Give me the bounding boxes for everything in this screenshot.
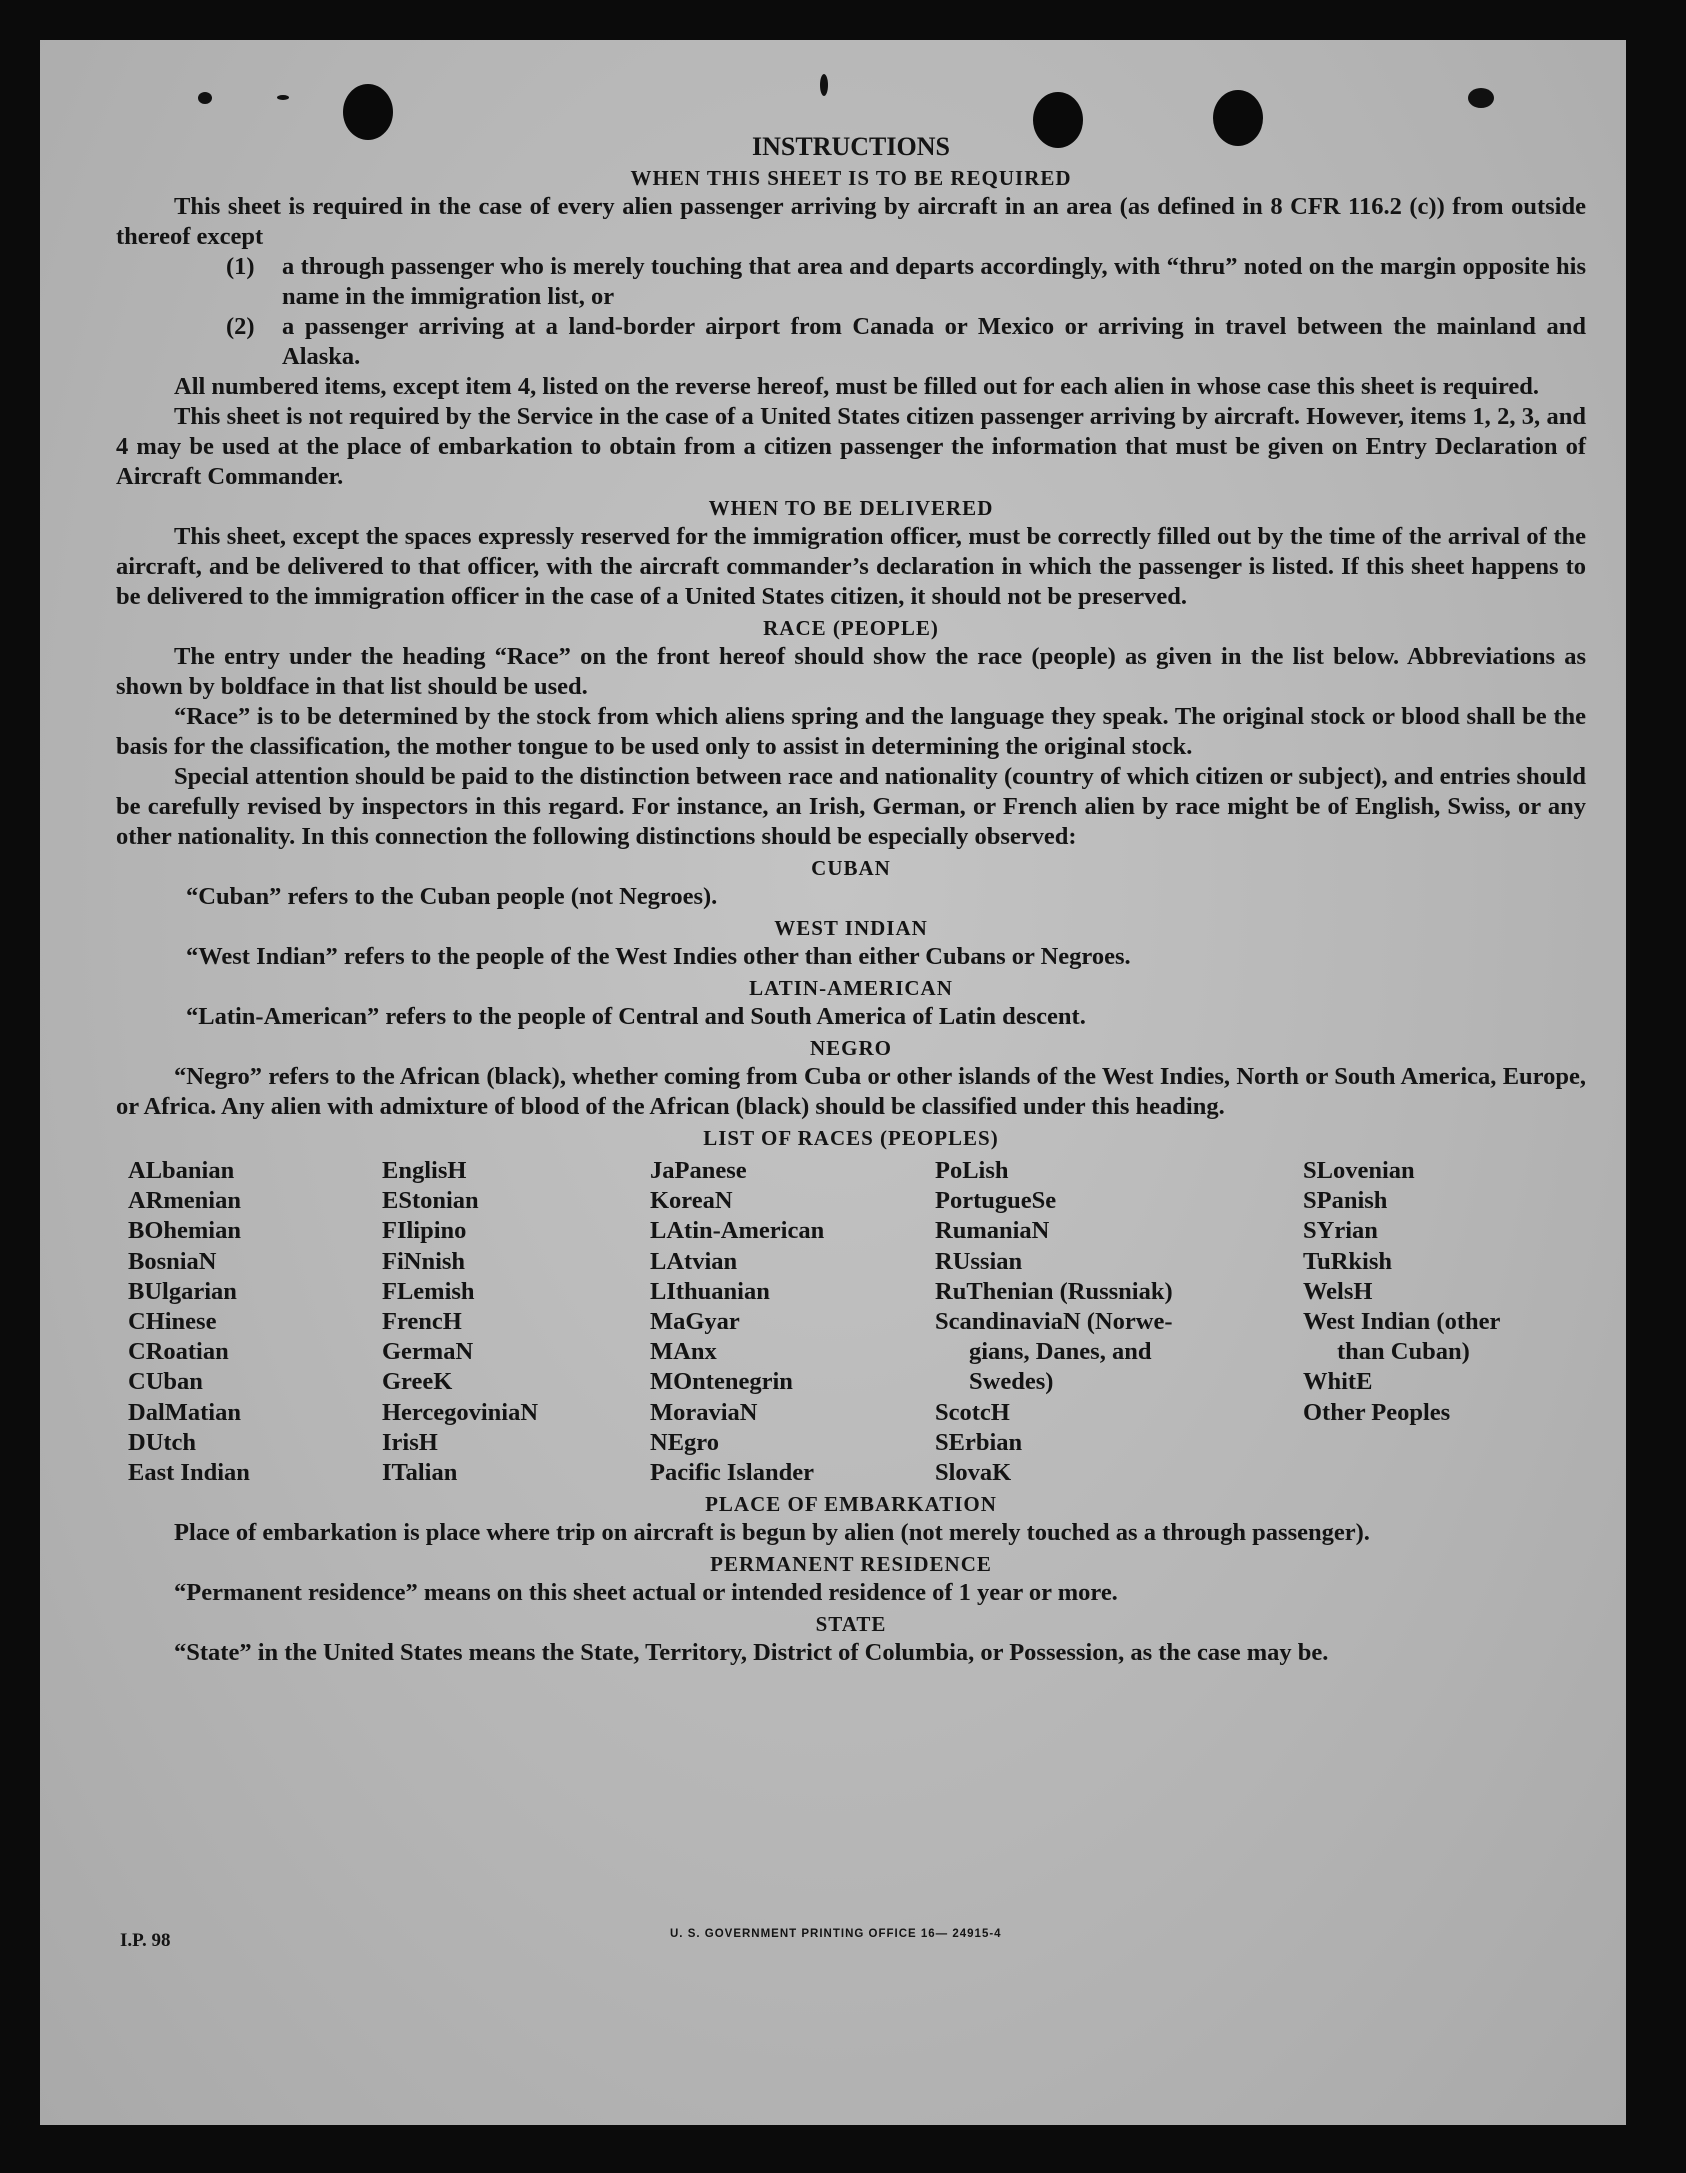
race-entry: ALbanian xyxy=(128,1157,235,1184)
race-entry: WelsH xyxy=(1303,1277,1373,1305)
race-entry: MAnx xyxy=(650,1338,717,1366)
paragraph: This sheet is required in the case of every alien passenger arriving by aircraft in an area (as defined in 8 CFR 116.2 (c)) from outside thereof except xyxy=(116,193,1586,250)
races-column xyxy=(128,1156,382,1488)
heading-race: RACE (PEOPLE) xyxy=(763,616,939,640)
race-entry: LAtin-American xyxy=(650,1217,825,1245)
paragraph: The entry under the heading “Race” on the front hereof should show the race (people) as given in the list below. Abbreviations as shown by boldface in that list should be used. xyxy=(116,643,1586,700)
race-entry: LAtvian xyxy=(650,1247,738,1275)
heading-latin-american: LATIN-AMERICAN xyxy=(749,976,953,1000)
race-entry: SErbian xyxy=(935,1428,1023,1456)
form-number: I.P. 98 xyxy=(120,1930,171,1951)
heading-negro: NEGRO xyxy=(809,1036,892,1060)
printer-imprint: U. S. GOVERNMENT PRINTING OFFICE 16— 24915-4 xyxy=(670,1928,1002,1940)
races-column xyxy=(935,1156,1303,1488)
race-entry: BosniaN xyxy=(128,1247,217,1275)
races-table xyxy=(116,1156,1586,1488)
race-entry: BUlgarian xyxy=(128,1277,237,1305)
race-entry: HercegoviniaN xyxy=(382,1398,539,1426)
race-entry: DUtch xyxy=(128,1428,197,1456)
race-entry: ScandinaviaN (Norwe- xyxy=(935,1308,1173,1336)
paragraph: Special attention should be paid to the distinction between race and nationality (country of which citizen or subject), and entries should be carefully revised by inspectors in this regard. For instance, an Irish, German, or French alien by race might be of English, Swiss, or any other nationality. In this connection the following distinctions should be especially observed: xyxy=(116,763,1586,850)
race-entry: East Indian xyxy=(128,1459,250,1487)
race-entry: Pacific Islander xyxy=(650,1459,814,1487)
race-entry: ScotcH xyxy=(935,1398,1010,1426)
race-entry: JaPanese xyxy=(650,1157,747,1184)
race-entry: EnglisH xyxy=(382,1157,467,1184)
race-entry: CRoatian xyxy=(128,1338,229,1366)
paragraph: “West Indian” refers to the people of the West Indies other than either Cubans or Negroes. xyxy=(186,943,1131,970)
race-entry: WhitE xyxy=(1303,1368,1373,1396)
paragraph: Place of embarkation is place where trip on aircraft is begun by alien (not merely touched as a through passenger). xyxy=(174,1519,1370,1547)
race-entry: PoLish xyxy=(935,1157,1009,1184)
paragraph: “Negro” refers to the African (black), whether coming from Cuba or other islands of the West Indies, North or South America, Europe, or Africa. Any alien with admixture of blood of the African (black) should be classified under this heading. xyxy=(116,1063,1586,1120)
race-entry: LIthuanian xyxy=(650,1277,770,1305)
ink-speck xyxy=(1468,88,1494,108)
race-entry: SLovenian xyxy=(1303,1157,1415,1184)
races-column xyxy=(650,1156,935,1488)
race-entry: MoraviaN xyxy=(650,1398,758,1426)
race-entry: IrisH xyxy=(382,1428,438,1456)
race-entry: DalMatian xyxy=(128,1398,241,1426)
ink-speck xyxy=(198,92,212,104)
heading-west-indian: WEST INDIAN xyxy=(774,916,928,940)
race-entry: KoreaN xyxy=(650,1187,733,1215)
race-entry: FIlipino xyxy=(382,1217,467,1245)
list-item xyxy=(226,312,1586,372)
races-column xyxy=(1303,1156,1573,1488)
race-entry: SYrian xyxy=(1303,1217,1378,1245)
race-entry: NEgro xyxy=(650,1428,719,1456)
race-entry: ITalian xyxy=(382,1459,458,1487)
race-entry: FiNnish xyxy=(382,1247,466,1275)
paragraph: This sheet, except the spaces expressly reserved for the immigration officer, must be correctly filled out by the time of the arrival of the aircraft, and be delivered to that officer, with the aircraft commander’s declaration in which the passenger is listed. If this sheet happens to be delivered to the immigration officer in the case of a United States citizen, it should not be preserved. xyxy=(116,523,1586,610)
race-entry: MOntenegrin xyxy=(650,1368,793,1396)
document-sheet xyxy=(40,40,1626,2125)
item-number: (2) xyxy=(226,313,255,340)
item-text: a through passenger who is merely touching that area and departs accordingly, with “thru” noted on the margin opposite his name in the immigration list, or xyxy=(282,253,1586,310)
list-item xyxy=(226,252,1586,312)
race-entry: RUssian xyxy=(935,1247,1023,1275)
race-entry: GreeK xyxy=(382,1368,453,1396)
item-text: a passenger arriving at a land-border airport from Canada or Mexico or arriving in travel between the mainland and Alaska. xyxy=(282,313,1586,370)
ink-speck xyxy=(820,74,828,96)
paragraph: “Cuban” refers to the Cuban people (not Negroes). xyxy=(186,883,718,910)
race-entry: MaGyar xyxy=(650,1308,740,1336)
race-entry: ARmenian xyxy=(128,1187,241,1215)
paragraph: This sheet is not required by the Service in the case of a United States citizen passenger arriving by aircraft. However, items 1, 2, 3, and 4 may be used at the place of embarkation to obtain from a citizen passenger the information that must be given on Entry Declaration of Aircraft Commander. xyxy=(116,403,1586,490)
race-entry: than Cuban) xyxy=(1337,1338,1470,1366)
page-title: INSTRUCTIONS xyxy=(752,132,950,161)
race-entry: SPanish xyxy=(1303,1187,1388,1215)
heading-when-delivered: WHEN TO BE DELIVERED xyxy=(708,496,994,520)
race-entry: CHinese xyxy=(128,1308,217,1336)
race-entry: RuThenian (Russniak) xyxy=(935,1277,1173,1305)
race-entry: CUban xyxy=(128,1368,203,1396)
paragraph: “State” in the United States means the State, Territory, District of Columbia, or Possession, as the case may be. xyxy=(174,1639,1329,1667)
instructions-content xyxy=(116,130,1586,1668)
race-entry: TuRkish xyxy=(1303,1247,1393,1275)
heading-list-of-races: LIST OF RACES (PEOPLES) xyxy=(703,1126,999,1150)
paragraph: All numbered items, except item 4, listed on the reverse hereof, must be filled out for each alien in whose case this sheet is required. xyxy=(174,373,1540,400)
paragraph: “Race” is to be determined by the stock from which aliens spring and the language they speak. The original stock or blood shall be the basis for the classification, the mother tongue to be used only to assist in determining the original stock. xyxy=(116,703,1586,760)
race-entry: BOhemian xyxy=(128,1217,241,1245)
heading-cuban: CUBAN xyxy=(811,856,891,880)
race-entry: SlovaK xyxy=(935,1459,1012,1487)
race-entry: RumaniaN xyxy=(935,1217,1050,1245)
heading-residence: PERMANENT RESIDENCE xyxy=(710,1552,992,1577)
heading-state: STATE xyxy=(815,1612,887,1637)
paragraph: “Latin-American” refers to the people of Central and South America of Latin descent. xyxy=(186,1003,1086,1030)
ink-speck xyxy=(277,95,289,100)
paragraph: “Permanent residence” means on this sheet actual or intended residence of 1 year or more. xyxy=(174,1579,1118,1607)
race-entry: PortugueSe xyxy=(935,1187,1057,1215)
race-entry: Swedes) xyxy=(969,1368,1054,1396)
race-entry: FLemish xyxy=(382,1277,475,1305)
race-entry: GermaN xyxy=(382,1338,474,1366)
race-entry: FrencH xyxy=(382,1308,462,1336)
race-entry: EStonian xyxy=(382,1187,479,1215)
item-number: (1) xyxy=(226,253,255,280)
races-column xyxy=(382,1156,650,1488)
race-entry: gians, Danes, and xyxy=(969,1338,1152,1366)
heading-when-required: WHEN THIS SHEET IS TO BE REQUIRED xyxy=(630,166,1072,190)
race-entry: West Indian (other xyxy=(1303,1308,1501,1336)
race-entry: Other Peoples xyxy=(1303,1398,1451,1426)
heading-embarkation: PLACE OF EMBARKATION xyxy=(705,1492,997,1517)
